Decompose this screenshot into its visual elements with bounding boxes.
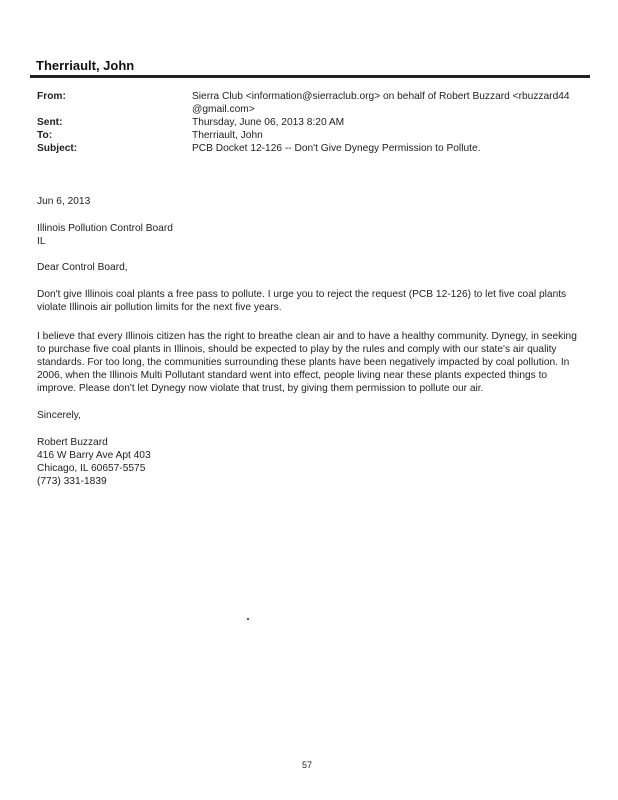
mailbox-owner-name: Therriault, John	[36, 58, 135, 73]
recipient-state: IL	[37, 236, 46, 247]
scan-speck	[247, 618, 249, 620]
sent-label: Sent:	[37, 117, 63, 128]
header-divider	[30, 75, 590, 78]
signature-name: Robert Buzzard	[37, 437, 108, 448]
to-value: Therriault, John	[192, 130, 263, 141]
sent-value: Thursday, June 06, 2013 8:20 AM	[192, 117, 345, 128]
letter-date: Jun 6, 2013	[37, 196, 91, 207]
salutation: Dear Control Board,	[37, 262, 128, 273]
to-label: To:	[37, 130, 53, 141]
signature-phone: (773) 331-1839	[37, 476, 107, 487]
closing: Sincerely,	[37, 410, 81, 421]
from-value: Sierra Club <information@sierraclub.org> on behalf of Robert Buzzard <rbuzzard44	[192, 91, 570, 102]
paragraph2-line: 2006, when the Illinois Multi Pollutant standard went into effect, people living near these plants expected things to	[37, 370, 548, 381]
from-label: From:	[37, 91, 66, 102]
paragraph2-line: to purchase five coal plants in Illinois, should be expected to play by the rules and comply with our state's air quality	[37, 344, 557, 355]
paragraph2-line: standards. For too long, the communities surrounding these plants have been negatively impacted by coal pollution. In	[37, 357, 570, 368]
from-value-continued: @gmail.com>	[192, 104, 255, 115]
recipient-name: Illinois Pollution Control Board	[37, 223, 173, 234]
paragraph1-line: Don't give Illinois coal plants a free pass to pollute. I urge you to reject the request (PCB 12-126) to let five coal plants	[37, 289, 567, 300]
page-number: 57	[302, 760, 313, 770]
subject-label: Subject:	[37, 143, 78, 154]
signature-address: 416 W Barry Ave Apt 403	[37, 450, 151, 461]
paragraph2-line: I believe that every Illinois citizen has the right to breathe clean air and to have a healthy community. Dynegy, in seeking	[37, 331, 577, 342]
signature-city: Chicago, IL 60657-5575	[37, 463, 146, 474]
paragraph2-line: improve. Please don't let Dynegy now violate that trust, by giving them permission to pollute our air.	[37, 383, 484, 394]
subject-value: PCB Docket 12-126 -- Don't Give Dynegy Permission to Pollute.	[192, 143, 481, 154]
paragraph1-line: violate Illinois air pollution limits for the next five years.	[37, 302, 282, 313]
